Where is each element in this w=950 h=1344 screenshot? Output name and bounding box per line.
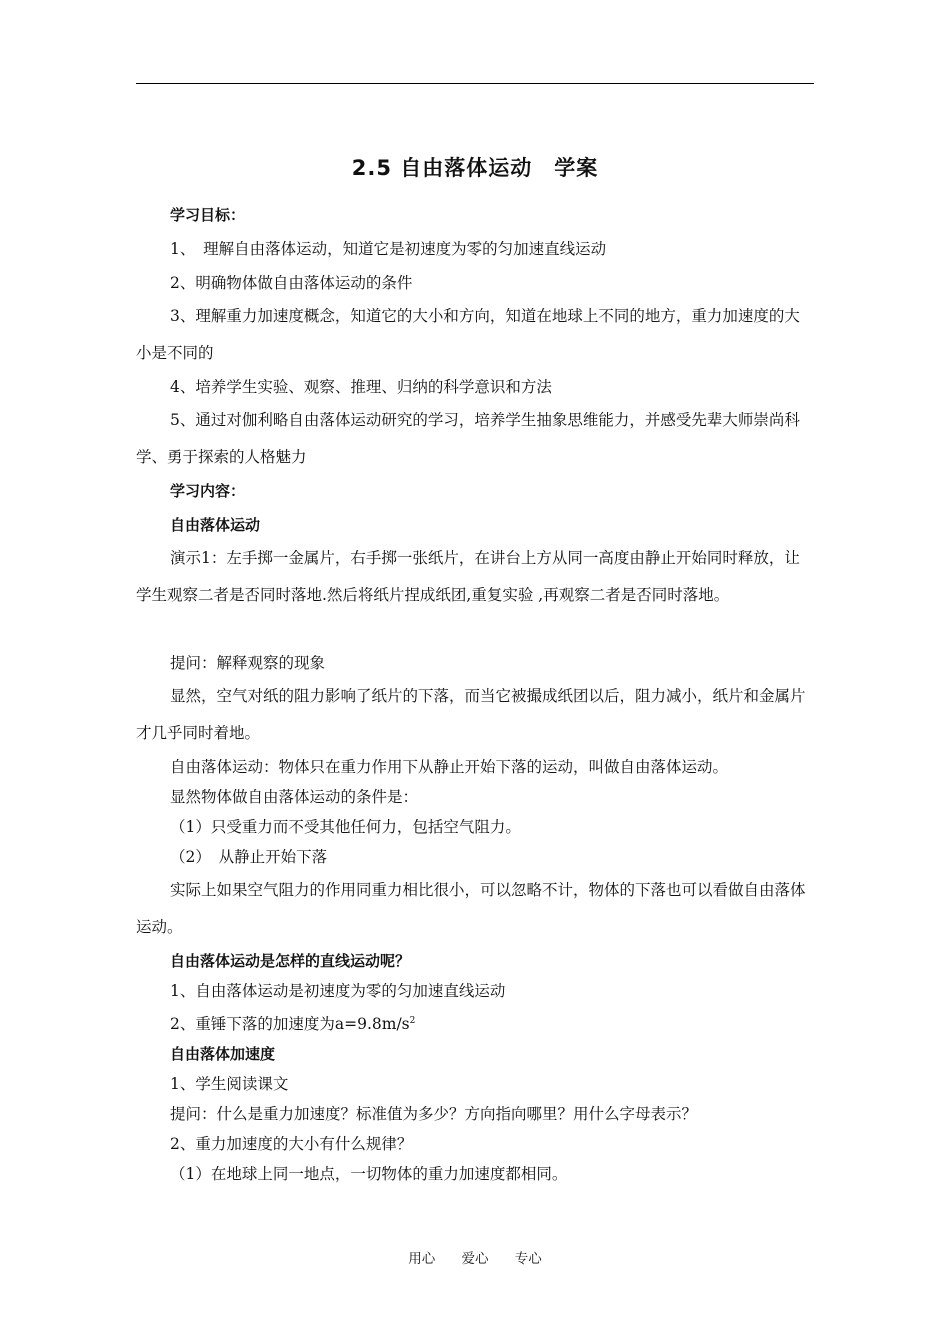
- motion-point-1: 1、自由落体运动是初速度为零的匀加速直线运动: [170, 982, 506, 1000]
- explanation-paragraph: 显然，空气对纸的阻力影响了纸片的下落，而当它被撮成纸团以后，阻力减小，纸片和金属片才几乎同时着地。: [136, 687, 806, 742]
- motion-point-2-text: 2、重锤下落的加速度为a=9.8m/s: [170, 1015, 410, 1034]
- acceleration-point-2: 2、重力加速度的大小有什么规律？: [170, 1135, 413, 1154]
- objective-1: 1、 理解自由落体运动，知道它是初速度为零的匀加速直线运动: [170, 240, 607, 258]
- footer-word-1: 用心: [408, 1251, 436, 1267]
- objective-5: 5、通过对伽利略自由落体运动研究的学习，培养学生抽象思维能力，并感受先辈大师崇尚科学、勇于探索的人格魅力: [136, 411, 800, 466]
- section-heading-motion-type: 自由落体运动是怎样的直线运动呢？: [170, 952, 411, 970]
- condition-1: （1）只受重力而不受其他任何力，包括空气阻力。: [170, 818, 521, 836]
- approximation-paragraph: 实际上如果空气阻力的作用同重力相比很小，可以忽略不计，物体的下落也可以看做自由落体运动。: [136, 881, 806, 936]
- objectives-heading: 学习目标：: [170, 206, 246, 224]
- footer-word-3: 专心: [514, 1251, 542, 1267]
- document-body: [136, 200, 814, 1189]
- header-rule: [136, 83, 814, 84]
- objective-3: 3、理解重力加速度概念，知道它的大小和方向，知道在地球上不同的地方，重力加速度的大小是不同的: [136, 307, 800, 362]
- section-heading-acceleration: 自由落体加速度: [170, 1045, 276, 1064]
- question-observation: 提问：解释观察的现象: [170, 654, 326, 672]
- page-footer: [0, 1247, 950, 1267]
- condition-2: （2） 从静止开始下落: [170, 848, 328, 866]
- acceleration-point-2-sub-1: （1）在地球上同一地点，一切物体的重力加速度都相同。: [170, 1165, 568, 1184]
- question-gravity: 提问：什么是重力加速度？标准值为多少？方向指向哪里？用什么字母表示？: [170, 1105, 698, 1124]
- definition-paragraph: 自由落体运动：物体只在重力作用下从静止开始下落的运动，叫做自由落体运动。: [170, 758, 729, 776]
- conditions-intro: 显然物体做自由落体运动的条件是：: [170, 788, 419, 806]
- blank-line: [136, 614, 814, 644]
- demo-paragraph: 演示1：左手掷一金属片，右手掷一张纸片，在讲台上方从同一高度由静止开始同时释放，让学生观察二者是否同时落地.然后将纸片捏成纸团,重复实验 ,再观察二者是否同时落地。: [136, 549, 800, 604]
- acceleration-point-1: 1、学生阅读课文: [170, 1075, 289, 1094]
- section-heading-free-fall: 自由落体运动: [170, 516, 261, 534]
- footer-word-2: 爱心: [461, 1251, 489, 1267]
- objective-2: 2、明确物体做自由落体运动的条件: [170, 274, 413, 292]
- objective-4: 4、培养学生实验、观察、推理、归纳的科学意识和方法: [170, 378, 552, 396]
- content-heading: 学习内容：: [170, 482, 246, 500]
- motion-point-2: [136, 1006, 814, 1039]
- exponent: 2: [409, 1016, 416, 1026]
- document-title: 2.5 自由落体运动 学案: [351, 156, 599, 180]
